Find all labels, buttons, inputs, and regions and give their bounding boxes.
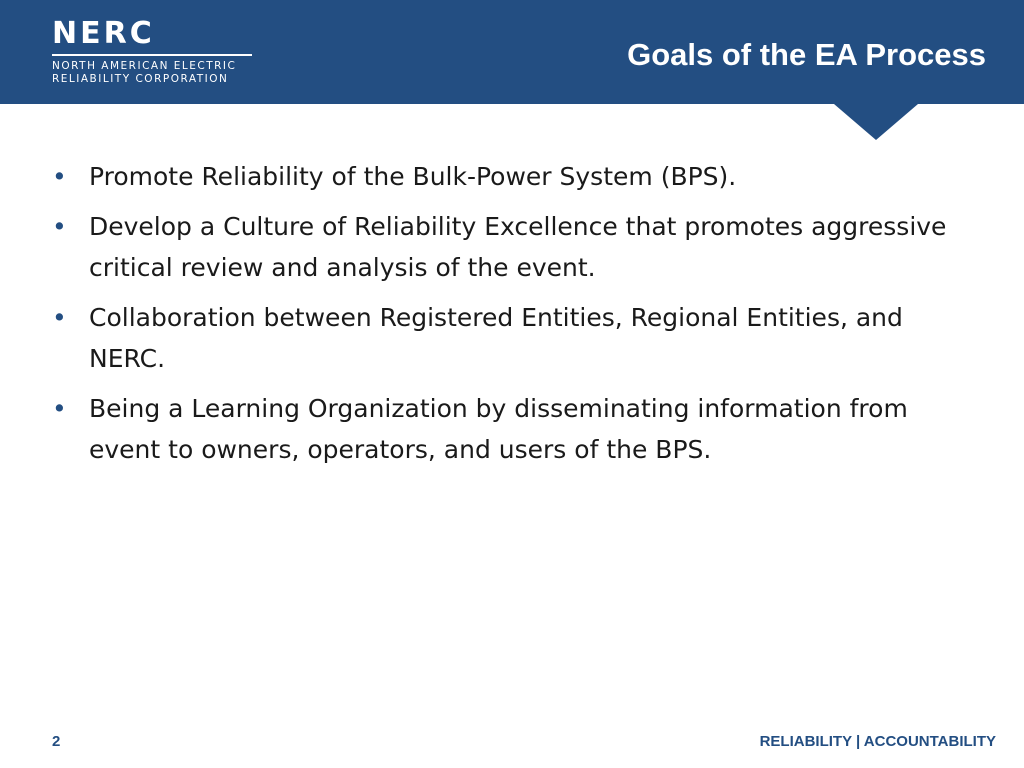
logo-divider — [52, 54, 252, 56]
bullet-text: Being a Learning Organization by disseminating information from event to owners, operators, and users of the BPS. — [89, 394, 908, 464]
footer-tagline: RELIABILITY | ACCOUNTABILITY — [759, 733, 996, 750]
bullet-text: Promote Reliability of the Bulk-Power System (BPS). — [89, 162, 737, 191]
bullet-item — [52, 206, 952, 288]
bullet-marker: • — [52, 162, 67, 191]
bullet-item — [52, 156, 952, 197]
bullet-marker: • — [52, 303, 67, 332]
bullet-item — [52, 297, 952, 379]
slide-header — [0, 0, 1024, 104]
bullet-text: Collaboration between Registered Entities, Regional Entities, and NERC. — [89, 303, 903, 373]
page-number: 2 — [52, 733, 61, 750]
header-notch-decoration — [834, 104, 918, 140]
bullet-item — [52, 388, 952, 470]
logo-subtitle-line-2: RELIABILITY CORPORATION — [52, 73, 229, 85]
bullet-text: Develop a Culture of Reliability Excellence that promotes aggressive critical review and analysis of the event. — [89, 212, 947, 282]
logo-subtitle-line-1: NORTH AMERICAN ELECTRIC — [52, 60, 237, 72]
bullet-marker: • — [52, 212, 67, 241]
bullet-list — [52, 156, 952, 479]
slide-title: Goals of the EA Process — [627, 37, 986, 72]
bullet-marker: • — [52, 394, 67, 423]
nerc-logo — [52, 18, 262, 88]
logo-wordmark: NERC — [52, 16, 155, 51]
